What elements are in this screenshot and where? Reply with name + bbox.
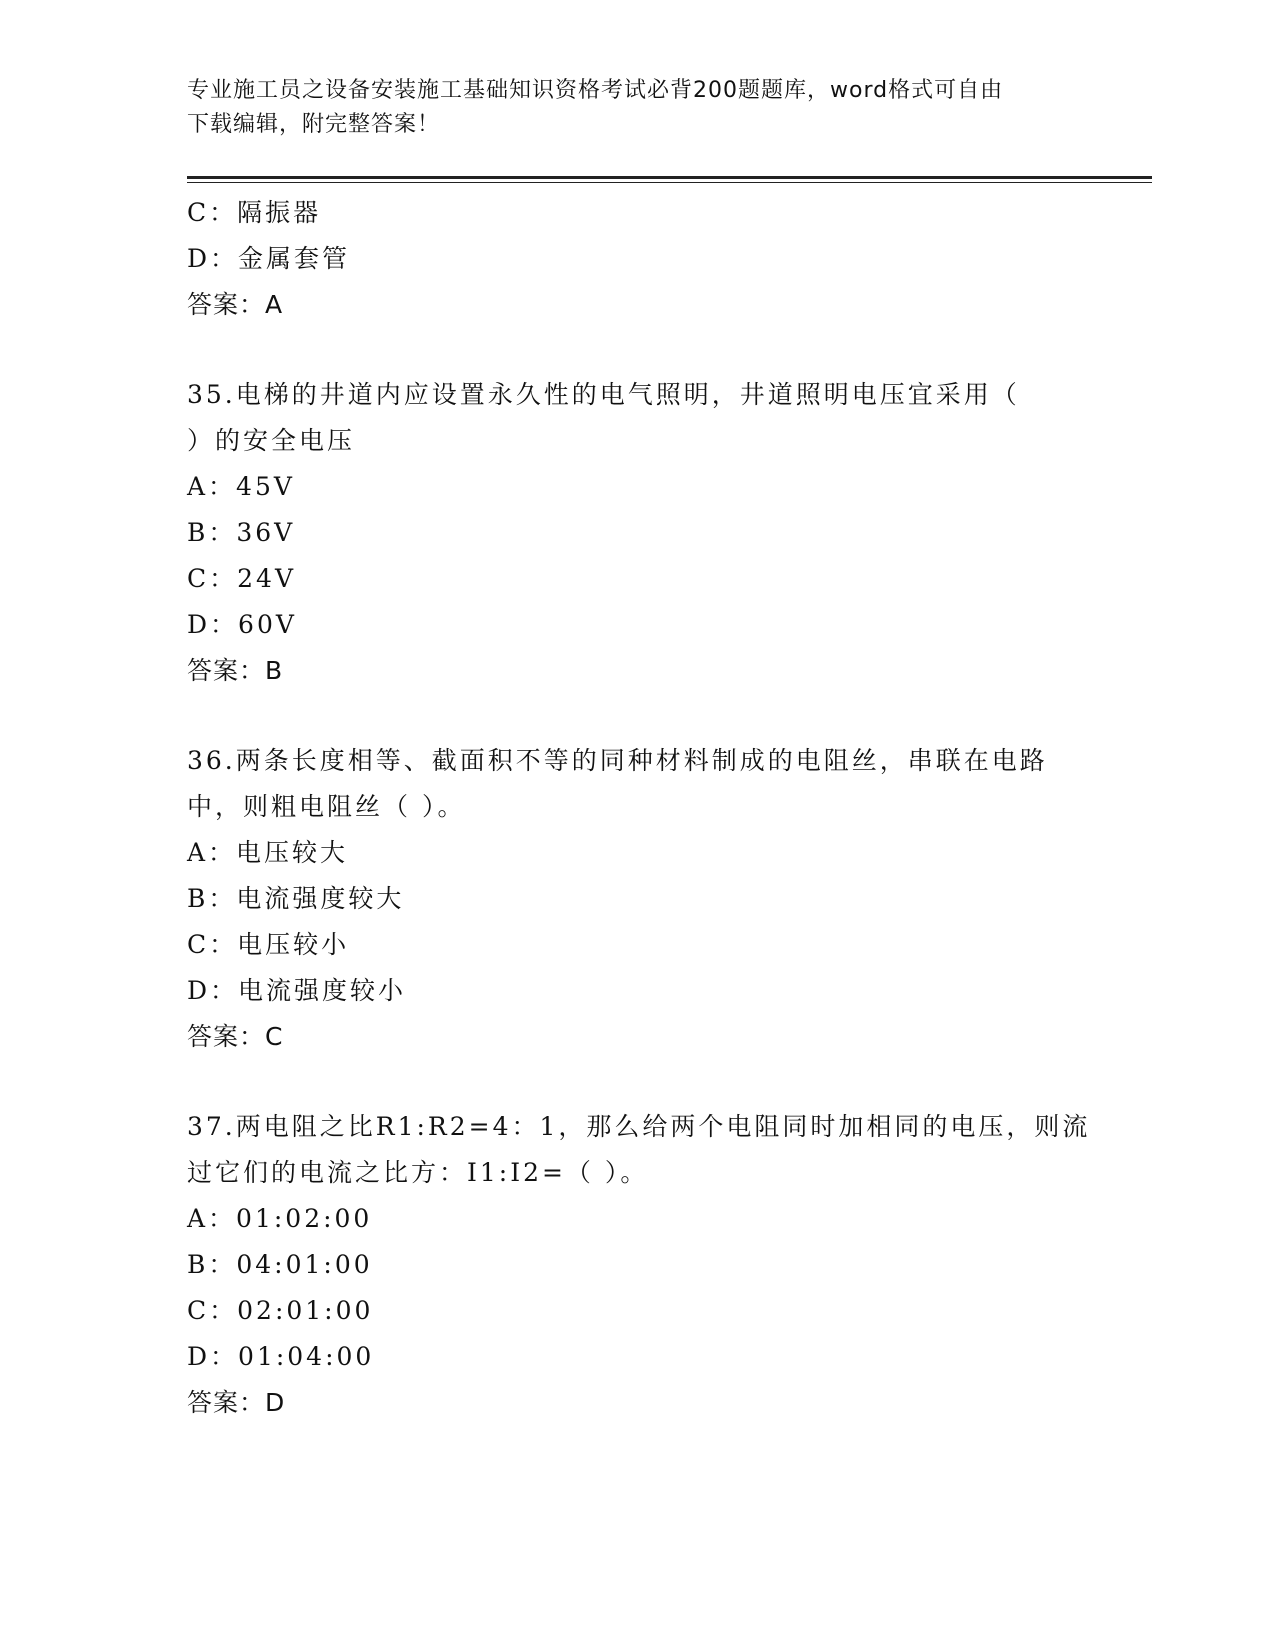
option-d: D：01:04:00 [187, 1342, 375, 1371]
option-a: A：电压较大 [187, 838, 349, 867]
answer: 答案：D [187, 1388, 286, 1417]
option-a: A：45V [187, 472, 295, 501]
option-c: C：24V [187, 564, 296, 593]
question-35 [187, 372, 1127, 694]
spacer [187, 694, 1127, 738]
header-rule-thick [187, 176, 1152, 179]
header-line-2: 下载编辑，附完整答案！ [187, 112, 441, 137]
question-text-line: 35.电梯的井道内应设置永久性的电气照明，井道照明电压宜采用（ [187, 380, 1020, 409]
option-b: B：36V [187, 518, 296, 547]
spacer [187, 328, 1127, 372]
question-text-line: 过它们的电流之比方：I1:I2=（ ）。 [187, 1158, 649, 1187]
answer: 答案：A [187, 290, 284, 319]
question-text-line: ）的安全电压 [187, 426, 356, 455]
option-b: B：电流强度较大 [187, 884, 405, 913]
question-list [187, 190, 1127, 1426]
option-d: D：电流强度较小 [187, 976, 407, 1005]
carryover-block [187, 190, 1127, 328]
option-c: C：电压较小 [187, 930, 350, 959]
option-c: C：隔振器 [187, 198, 322, 227]
answer: 答案：B [187, 656, 284, 685]
option-a: A：01:02:00 [187, 1204, 373, 1233]
question-text-line: 中，则粗电阻丝（ ）。 [187, 792, 466, 821]
option-c: C：02:01:00 [187, 1296, 374, 1325]
header-rule-thin [187, 182, 1152, 183]
document-header [187, 74, 1067, 142]
question-37 [187, 1104, 1127, 1426]
option-d: D：金属套管 [187, 244, 351, 273]
question-36 [187, 738, 1127, 1060]
option-b: B：04:01:00 [187, 1250, 373, 1279]
option-d: D：60V [187, 610, 297, 639]
spacer [187, 1060, 1127, 1104]
question-text-line: 37.两电阻之比R1:R2=4：1，那么给两个电阻同时加相同的电压，则流 [187, 1112, 1091, 1141]
answer: 答案：C [187, 1022, 284, 1051]
header-line-1: 专业施工员之设备安装施工基础知识资格考试必背200题题库，word格式可自由 [187, 78, 1004, 103]
question-text-line: 36.两条长度相等、截面积不等的同种材料制成的电阻丝，串联在电路 [187, 746, 1048, 775]
